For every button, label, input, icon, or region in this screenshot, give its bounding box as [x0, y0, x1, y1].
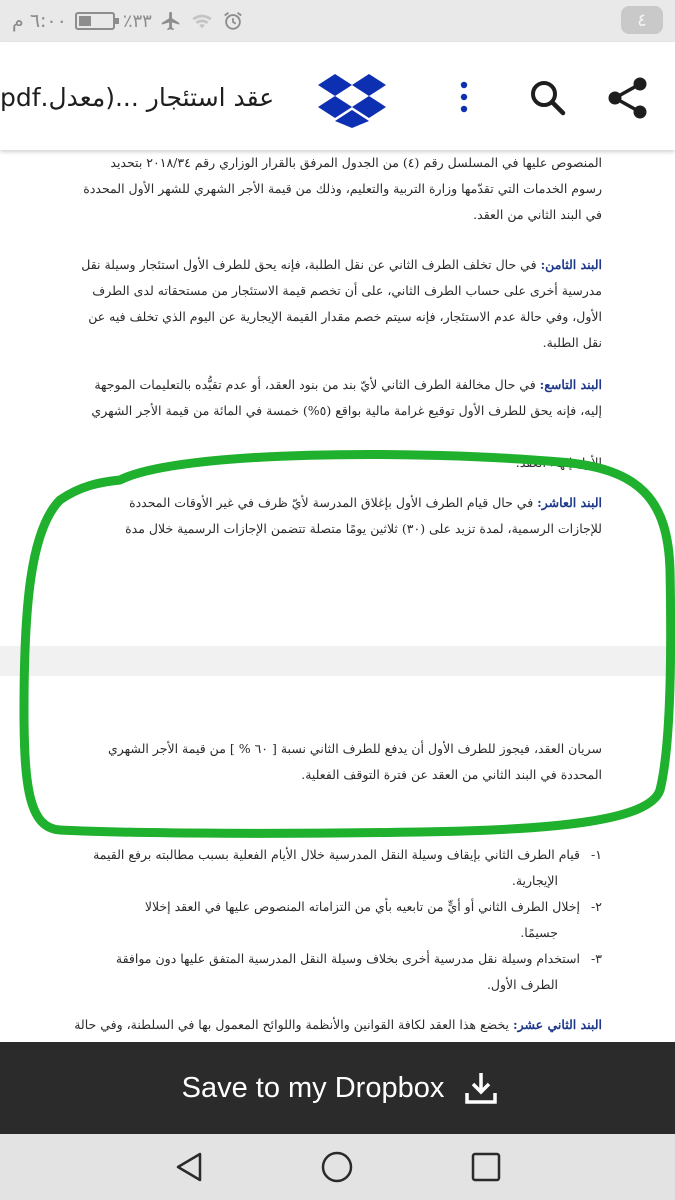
text-line: في البند الثاني من العقد. [473, 207, 602, 222]
clause-text: في حال مخالفة الطرف الثاني لأيّ بند من بنود العقد، أو عدم تقيُّده بالتعليمات الموجهة [94, 377, 540, 392]
text-line: سريان العقد، فيجوز للطرف الأول أن يدفع للطرف الثاني نسبة [ ٦٠ % ] من قيمة الأجر الشهري [107, 741, 602, 756]
clause-text: يخضع هذا العقد لكافة القوانين والأنظمة واللوائح المعمول بها في السلطنة، وفي حالة [74, 1017, 514, 1032]
system-nav-bar [0, 1134, 675, 1200]
battery-icon [75, 12, 115, 30]
text-line [70, 1012, 602, 1038]
list-number: ٢- [591, 899, 602, 914]
wifi-icon [190, 10, 214, 32]
clause-10-paragraph [70, 490, 602, 542]
text-line: للإجازات الرسمية، لمدة تزيد على (٣٠) ثلاثين يومًا متصلة تتضمن الإجازات الرسمية خلال مدة [125, 521, 602, 536]
list-text: قيام الطرف الثاني بإيقاف وسيلة النقل المدرسية خلال الأيام الفعلية بسبب مطالبته برفع القيمة [93, 847, 580, 862]
save-to-dropbox-button[interactable] [150, 1060, 530, 1116]
list-item [70, 920, 602, 946]
back-icon[interactable] [172, 1150, 206, 1184]
clock-time: ٦:٠٠ م [12, 10, 67, 32]
list-text: الطرف الأول. [486, 977, 558, 992]
text-line [70, 372, 602, 398]
list-text: استخدام وسيلة نقل مدرسية أخرى بخلاف وسيلة النقل المدرسية المتفق عليها دون موافقة [115, 951, 580, 966]
app-bar [0, 42, 675, 150]
list-item [70, 972, 602, 998]
clause-12-paragraph [70, 1012, 602, 1038]
text-line: رسوم الخدمات التي تقدّمها وزارة التربية والتعليم، وذلك من قيمة الأجر الشهري للشهر الأول المحددة [83, 181, 602, 196]
save-bar [0, 1042, 675, 1134]
airplane-icon [160, 10, 182, 32]
text-line: نقل الطلبة. [542, 335, 602, 350]
dropbox-logo [318, 72, 386, 128]
clause-text: في حال قيام الطرف الأول بإغلاق المدرسة لأيّ ظرف في غير الأوقات المحددة [129, 495, 538, 510]
recent-apps-icon[interactable] [470, 1151, 502, 1183]
document-title: عقد استئجار ...(معدل.pdf [0, 83, 275, 112]
text-line: المنصوص عليها في المسلسل رقم (٤) من الجدول المرفق بالقرار الوزاري رقم ٢٠١٨/٣٤ بتحديد [110, 155, 602, 170]
text-line: مدرسية أخرى على حساب الطرف الثاني، على أن تخصم قيمة الاستئجار من مستحقاته لدى الطرف [92, 283, 602, 298]
clause-text: في حال تخلف الطرف الثاني عن نقل الطلبة، فإنه يحق للطرف الأول استئجار وسيلة نقل [81, 257, 541, 272]
list-number: ٣- [591, 951, 602, 966]
search-icon[interactable] [528, 78, 568, 118]
home-icon[interactable] [320, 1150, 354, 1184]
clause-9-paragraph [70, 372, 602, 476]
list-text: إخلال الطرف الثاني أو أيٍّ من تابعيه بأي من التزاماته المنصوص عليها في العقد إخلالا [144, 899, 580, 914]
more-vert-icon[interactable] [454, 76, 474, 120]
battery-percent: ٪٣٣ [122, 10, 152, 32]
list-item [70, 868, 602, 894]
text-line [70, 252, 602, 278]
clause-8-paragraph [70, 252, 602, 356]
text-line: إليه، فإنه يحق للطرف الأول توقيع غرامة مالية بواقع (٥%) خمسة في المائة من قيمة الأجر الشهري [91, 403, 602, 418]
text-line: الأول، وفي حالة عدم الاستئجار، فإنه سيتم خصم مقدار القيمة الإيجارية عن اليوم الذي تخلف فيه عن [88, 309, 602, 324]
notification-count: ٤ [637, 9, 647, 31]
list-number: ١- [591, 847, 602, 862]
text-line: المحددة في البند الثاني من العقد عن فترة التوقف الفعلية. [301, 767, 602, 782]
status-icons [12, 7, 244, 35]
notification-badge [621, 6, 663, 34]
list-item [70, 946, 602, 972]
status-bar [0, 0, 675, 42]
text-line [70, 490, 602, 516]
text-line [70, 424, 602, 450]
text-line: الأول إنهاء العقد. [515, 455, 602, 470]
share-icon[interactable] [606, 76, 650, 120]
download-icon [464, 1071, 498, 1105]
list-text: الإيجارية. [511, 873, 558, 888]
page-gap [0, 646, 675, 676]
clause-title: البند الثامن: [540, 257, 602, 272]
save-button-label: Save to my Dropbox [181, 1071, 445, 1104]
clause-10-continuation [70, 736, 602, 788]
list-item [70, 842, 602, 868]
intro-paragraph [70, 150, 602, 228]
list-item [70, 894, 602, 920]
clause-title: البند التاسع: [539, 377, 602, 392]
clause-title: البند العاشر: [537, 495, 602, 510]
alarm-icon [222, 10, 244, 32]
list-text: جسيمًا. [520, 925, 558, 940]
clause-title: البند الثاني عشر: [513, 1017, 602, 1032]
pdf-document-viewer[interactable] [0, 150, 675, 1042]
